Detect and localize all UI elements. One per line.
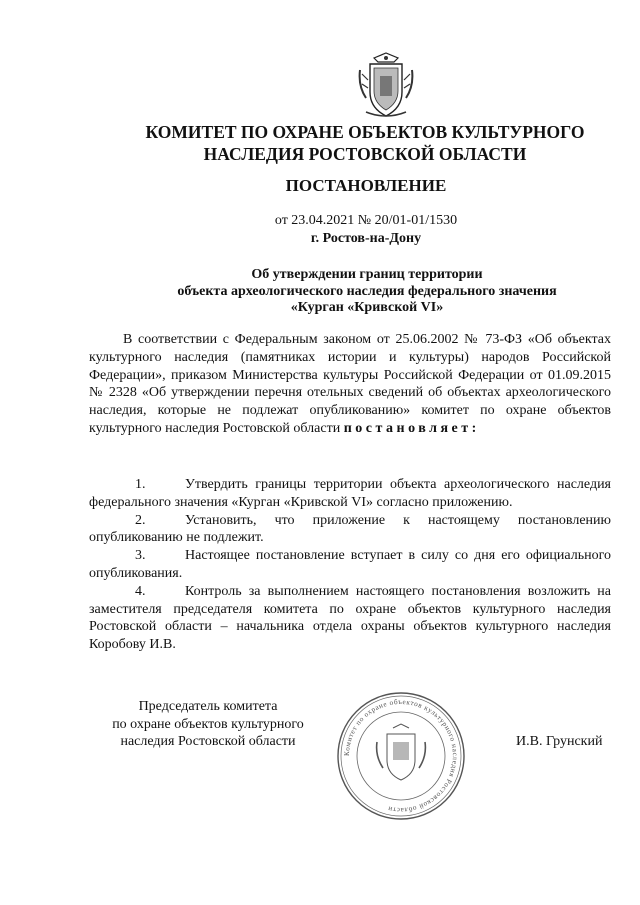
- header-line-1: КОМИТЕТ ПО ОХРАНЕ ОБЪЕКТОВ КУЛЬТУРНОГО: [145, 122, 585, 142]
- header-line-2: НАСЛЕДИЯ РОСТОВСКОЙ ОБЛАСТИ: [203, 144, 527, 164]
- item-text: Установить, что приложение к настоящему постановлению опубликованию не подлежит.: [89, 512, 611, 546]
- position-line-2: по охране объектов культурного: [112, 716, 304, 732]
- item-text: Контроль за выполнением настоящего постановления возложить на заместителя председателя комитета по охране объектов культурного наследия Ростовской области – начальника отдела охраны объектов культурного наследия Коробову И.В.: [89, 583, 611, 653]
- subject-line-1: Об утверждении границ территории: [251, 267, 483, 282]
- item-number: 2.: [135, 512, 146, 528]
- resolves-word: постановляет:: [343, 420, 480, 436]
- subject-line-2: объекта археологического наследия федерального значения: [177, 283, 557, 299]
- document-title: ПОСТАНОВЛЕНИЕ: [285, 176, 447, 195]
- item-number: 4.: [135, 583, 146, 599]
- seal-text: Комитет по охране объектов культурного наследия Ростовской области: [342, 697, 460, 815]
- position-line-3: наследия Ростовской области: [120, 734, 296, 749]
- preamble-paragraph: [89, 331, 611, 438]
- subject-line-3: «Курган «Кривской VI»: [290, 300, 444, 315]
- position-line-1: Председатель комитета: [138, 699, 278, 714]
- decree-meta: [0, 212, 640, 248]
- item-number: 3.: [135, 548, 146, 564]
- item-number: 1.: [135, 477, 146, 492]
- official-seal-stamp: [335, 690, 467, 822]
- decree-number: от 23.04.2021 № 20/01-01/1530: [274, 213, 458, 228]
- committee-header: [0, 121, 640, 165]
- city: г. Ростов-на-Дону: [310, 231, 422, 246]
- signatory-position: [93, 698, 323, 751]
- preamble-text: В соответствии с Федеральным законом от 25.06.2002 № 73-ФЗ «Об объектах культурного наследия (памятниках истории и культуры) народов Российской Федерации», приказом Министерства культуры Российской Федерации от 01.09.2015 № 2328 «Об утверждении перечня отельных сведений об объектах археологического наследия, которые не подлежат опубликованию» комитет по охране объектов культурного наследия Ростовской области: [89, 332, 611, 436]
- decree-subject: [0, 267, 640, 317]
- list-item: [89, 476, 611, 512]
- coat-of-arms-emblem: [356, 52, 416, 120]
- seal-emblem-icon: [377, 724, 426, 780]
- list-item: [89, 512, 611, 548]
- decree-items: [89, 476, 611, 654]
- item-text: Настоящее постановление вступает в силу со дня его официального опубликования.: [89, 548, 611, 581]
- item-text: Утвердить границы территории объекта археологического наследия федерального значения «Курган «Кривской VI» согласно приложению.: [89, 477, 611, 510]
- signatory-name: И.В. Грунский: [516, 734, 603, 749]
- list-item: [89, 547, 611, 583]
- list-item: [89, 583, 611, 654]
